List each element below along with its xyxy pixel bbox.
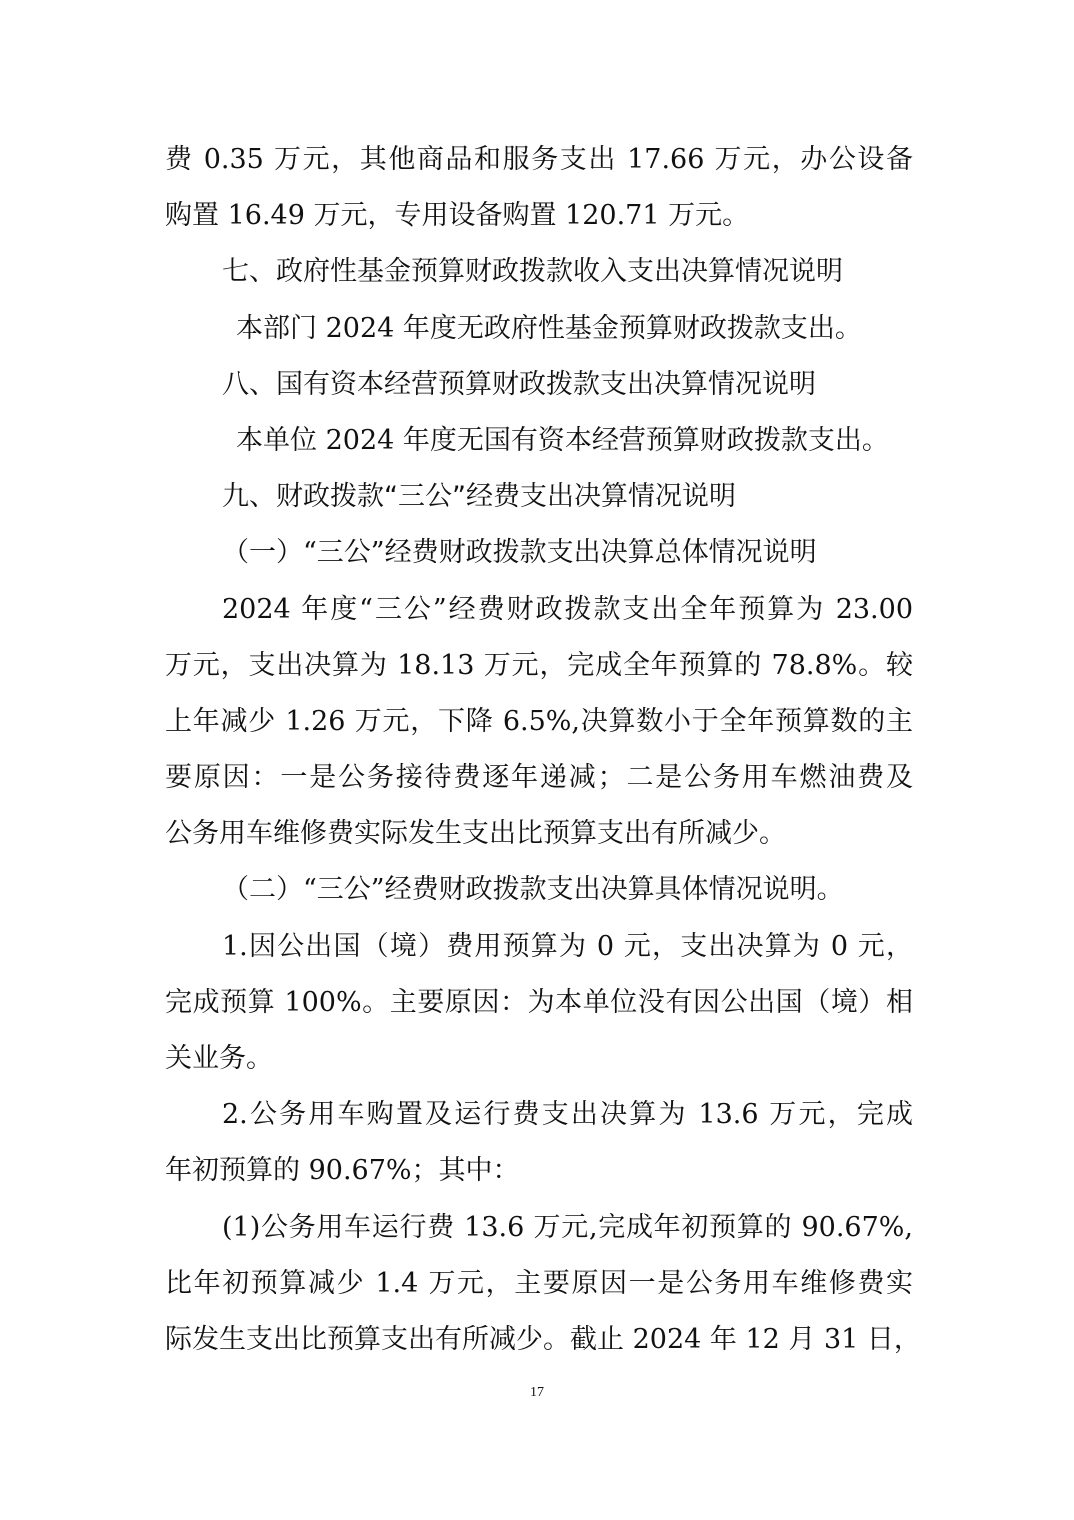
paragraph-line: 本部门 2024 年度无政府性基金预算财政拨款支出。 bbox=[236, 312, 862, 344]
section-heading: 七、政府性基金预算财政拨款收入支出决算情况说明 bbox=[222, 256, 843, 288]
paragraph-line: 1.因公出国（境）费用预算为 0 元，支出决算为 0 元， bbox=[222, 930, 913, 962]
paragraph-line: 万元，支出决算为 18.13 万元，完成全年预算的 78.8%。较 bbox=[165, 649, 913, 681]
section-heading: 八、国有资本经营预算财政拨款支出决算情况说明 bbox=[222, 368, 816, 400]
paragraph-line: (1)公务用车运行费 13.6 万元,完成年初预算的 90.67%, bbox=[222, 1211, 913, 1243]
paragraph-line: 关业务。 bbox=[165, 1043, 273, 1074]
document-body bbox=[165, 132, 921, 1368]
paragraph-line: 上年减少 1.26 万元，下降 6.5%,决算数小于全年预算数的主 bbox=[165, 705, 913, 737]
page-number: 17 bbox=[530, 1385, 544, 1400]
paragraph-line: 购置 16.49 万元，专用设备购置 120.71 万元。 bbox=[165, 200, 750, 232]
paragraph-line: 际发生支出比预算支出有所减少。截止 2024 年 12 月 31 日， bbox=[165, 1323, 921, 1355]
paragraph-line: 比年初预算减少 1.4 万元，主要原因一是公务用车维修费实 bbox=[165, 1267, 913, 1299]
paragraph-line: 2024 年度“三公”经费财政拨款支出全年预算为 23.00 bbox=[222, 593, 913, 625]
subsection-heading: （二）“三公”经费财政拨款支出决算具体情况说明。 bbox=[222, 874, 844, 906]
paragraph-line: 2.公务用车购置及运行费支出决算为 13.6 万元，完成 bbox=[222, 1099, 913, 1131]
paragraph-line: 要原因：一是公务接待费逐年递减；二是公务用车燃油费及 bbox=[165, 762, 913, 794]
paragraph-line: 年初预算的 90.67%；其中： bbox=[165, 1155, 520, 1187]
paragraph-line: 费 0.35 万元，其他商品和服务支出 17.66 万元，办公设备 bbox=[165, 144, 913, 175]
section-heading: 九、财政拨款“三公”经费支出决算情况说明 bbox=[222, 481, 736, 513]
paragraph-line: 完成预算 100%。主要原因：为本单位没有因公出国（境）相 bbox=[165, 986, 913, 1018]
paragraph-line: 本单位 2024 年度无国有资本经营预算财政拨款支出。 bbox=[236, 424, 889, 456]
subsection-heading: （一）“三公”经费财政拨款支出决算总体情况说明 bbox=[222, 537, 817, 569]
paragraph-line: 公务用车维修费实际发生支出比预算支出有所减少。 bbox=[165, 818, 786, 850]
